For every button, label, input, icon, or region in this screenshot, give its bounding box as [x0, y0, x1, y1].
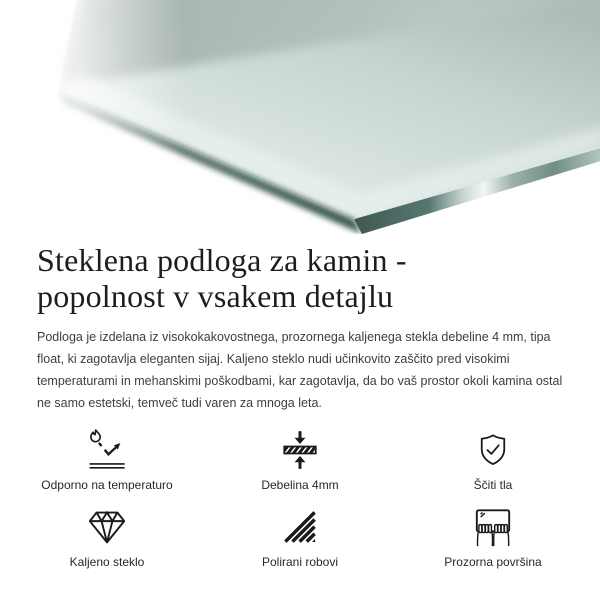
page-title — [37, 242, 563, 314]
feature-item-transparent-surface — [423, 505, 563, 570]
tempered-glass-diamond-icon — [84, 505, 130, 549]
product-info-section — [0, 242, 600, 570]
feature-item-thickness-4mm — [230, 428, 370, 493]
feature-label: Prozorna površina — [444, 555, 542, 569]
thickness-4mm-icon — [279, 428, 321, 472]
feature-label: Debelina 4mm — [261, 478, 339, 492]
heat-resistant-icon — [84, 428, 130, 472]
product-description: Podloga je izdelana iz visokokakovostnega, prozornega kaljenega stekla debeline 4 mm, tipa float, ki zagotavlja eleganten sijaj. Kaljeno steklo nudi učinkovito zaščito pred visokimi temperaturami in mehanskimi poškodbami, kar zagotavlja, da bo vaš prostor okoli kamina ostal ne samo estetski, temveč tudi varen za mnoga leta. — [37, 330, 563, 410]
feature-grid — [37, 428, 563, 570]
page-title-line1: Steklena podloga za kamin - — [37, 242, 407, 278]
feature-item-polished-edges — [230, 505, 370, 570]
feature-item-tempered-glass — [37, 505, 177, 570]
feature-label: Polirani robovi — [261, 555, 339, 569]
feature-label: Kaljeno steklo — [69, 555, 145, 569]
feature-label: Odporno na temperaturo — [41, 478, 173, 492]
feature-label: Ščiti tla — [473, 478, 513, 492]
polished-edges-icon — [282, 505, 318, 549]
hands-holding-glass-icon — [469, 505, 517, 549]
feature-item-protects-floor — [423, 428, 563, 493]
shield-check-icon — [475, 428, 511, 472]
feature-item-heat-resistant — [37, 428, 177, 493]
product-image-glass-sheet — [0, 0, 600, 234]
page-title-line2: popolnost v vsakem detajlu — [37, 278, 394, 314]
